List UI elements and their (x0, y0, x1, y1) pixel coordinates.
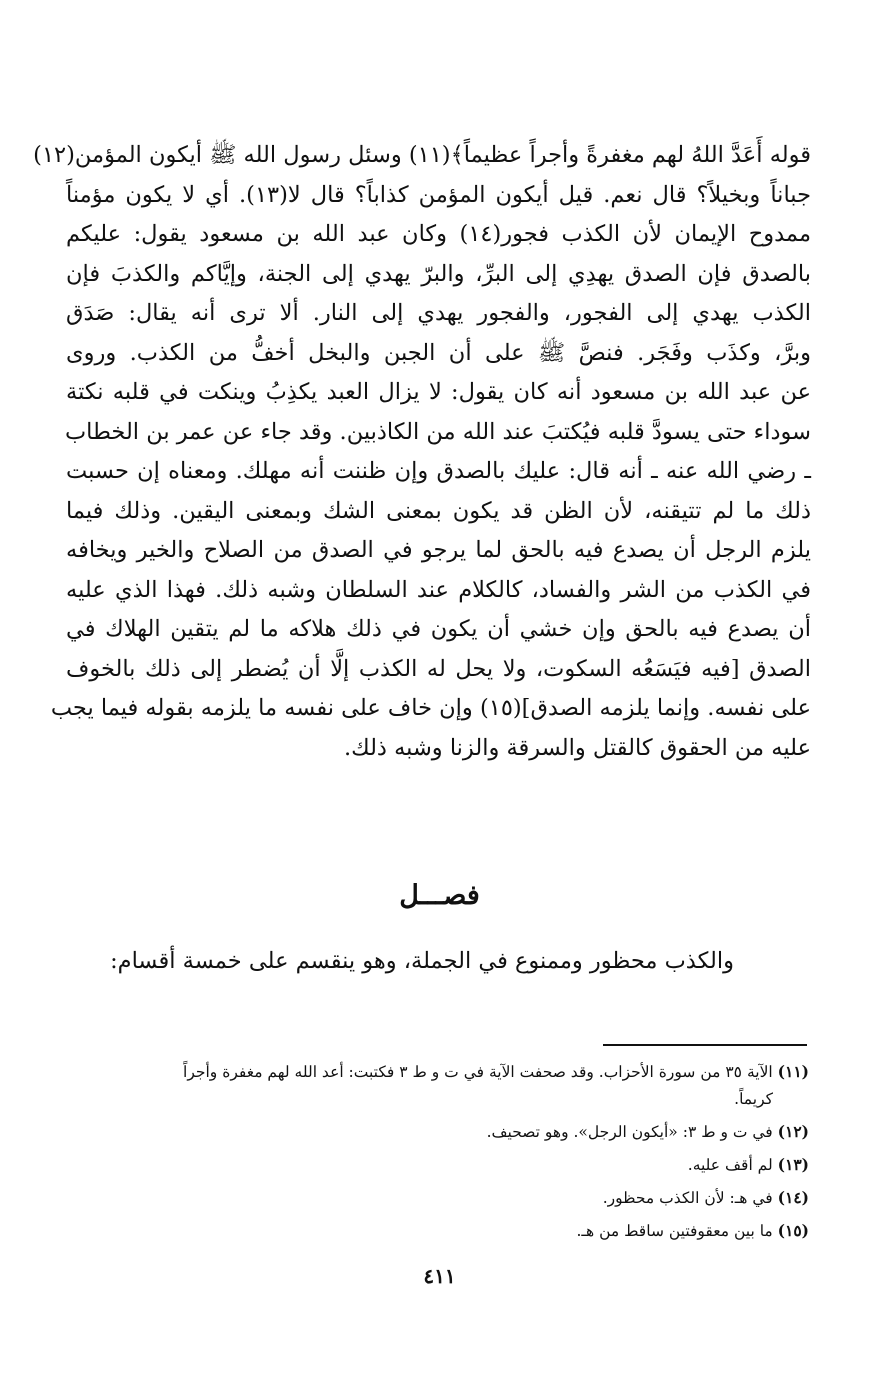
footnote-continuation: كريماً. (734, 1090, 773, 1108)
footnote-number: (١٢) (777, 1122, 809, 1141)
footnote-number: (١٣) (777, 1155, 809, 1174)
text-line-10: ذلك ما لم تتيقنه، لأن الظن قد يكون بمعنى الشك وبمعنى اليقين. وذلك فيما (66, 497, 811, 524)
text-line-6: وبرَّ، وكذَب وفَجَر. فنصَّ ﷺ على أن الجبن والبخل أخفُّ من الكذب. وروى (66, 339, 811, 366)
footnote-number: (١٥) (777, 1221, 809, 1240)
footnote-text: في هـ: لأن الكذب محظور. (602, 1189, 773, 1207)
text-line-9: ـ رضي الله عنه ـ أنه قال: عليك بالصدق وإن ظننت أنه مهلك. ومعناه إن حسبت (66, 458, 811, 484)
text-line-14: الصدق [فيه فيَسَعُه السكوت، ولا يحل له الكذب إلَّا أن يُضطر إلى ذلك بالخوف (66, 655, 811, 682)
text-line-12: في الكذب من الشر والفساد، كالكلام عند السلطان وشبه ذلك. فهذا الذي عليه (66, 576, 811, 603)
text-line-15: على نفسه. وإنما يلزمه الصدق](١٥) وإن خاف على نفسه ما يلزمه بقوله فيما يجب (50, 695, 811, 721)
text-line-2: جباناً وبخيلاً؟ قال نعم. قيل أيكون المؤمن كذاباً؟ قال لا(١٣). أي لا يكون مؤمناً (66, 181, 811, 208)
text-line-11: يلزم الرجل أن يصدع فيه بالحق لما يرجو في الصدق من الصلاح والخير ويخافه (66, 537, 811, 563)
footnote-item (64, 1184, 809, 1212)
section-heading (0, 880, 879, 911)
footnote-item (64, 1058, 809, 1113)
text-line-16: عليه من الحقوق كالقتل والسرقة والزنا وشبه ذلك. (343, 734, 811, 761)
text-line-3: ممدوح الإيمان لأن الكذب فجور(١٤) وكان عبد الله بن مسعود يقول: عليكم (66, 221, 811, 247)
text-line-4: بالصدق فإن الصدق يهدِي إلى البرِّ، والبرّ يهدي إلى الجنة، وإيَّاكم والكذبَ فإن (66, 260, 811, 287)
text-line-5: الكذب يهدي إلى الفجور، والفجور يهدي إلى النار. ألا ترى أنه يقال: صَدَق (66, 300, 811, 326)
main-text-block (33, 136, 811, 768)
footnote-item (64, 1118, 809, 1146)
text-line-8: سوداء حتى يسودَّ قلبه فيُكتبَ عند الله من الكاذبين. وقد جاء عن عمر بن الخطاب (64, 418, 811, 445)
text-line-7: عن عبد الله بن مسعود أنه كان يقول: لا يزال العبد يكذِبُ وينكت في قلبه نكتة (66, 379, 811, 405)
footnote-divider (603, 1044, 807, 1046)
page-number: ٤١١ (423, 1264, 456, 1288)
footnote-number: (١٤) (777, 1188, 809, 1207)
footnote-item (64, 1151, 809, 1179)
footnote-text: لم أقف عليه. (687, 1156, 773, 1174)
footnote-text: في ت و ط ٣: «أيكون الرجل». وهو تصحيف. (486, 1123, 773, 1141)
footnote-text: ما بين معقوفتين ساقط من هـ. (576, 1222, 773, 1240)
footnote-number: (١١) (777, 1062, 809, 1081)
footnote-text: الآية ٣٥ من سورة الأحزاب. وقد صحفت الآية في ت و ط ٣ فكتبت: أعد الله لهم مغفرة وأجراً (183, 1063, 773, 1081)
section-intro: والكذب محظور وممنوع في الجملة، وهو ينقسم على خمسة أقسام: (110, 948, 734, 974)
footnotes-list (64, 1058, 809, 1250)
text-line-13: أن يصدع فيه بالحق وإن خشي أن يكون في ذلك هلاكه ما لم يتقين الهلاك في (66, 616, 811, 642)
text-line-1: قوله أَعَدَّ اللهُ لهم مغفرةً وأجراً عظيماً﴾(١١) وسئل رسول الله ﷺ أيكون المؤمن(١٢) (33, 142, 811, 168)
section-heading-text: فصـــل (399, 880, 480, 911)
footnote-item (64, 1217, 809, 1245)
